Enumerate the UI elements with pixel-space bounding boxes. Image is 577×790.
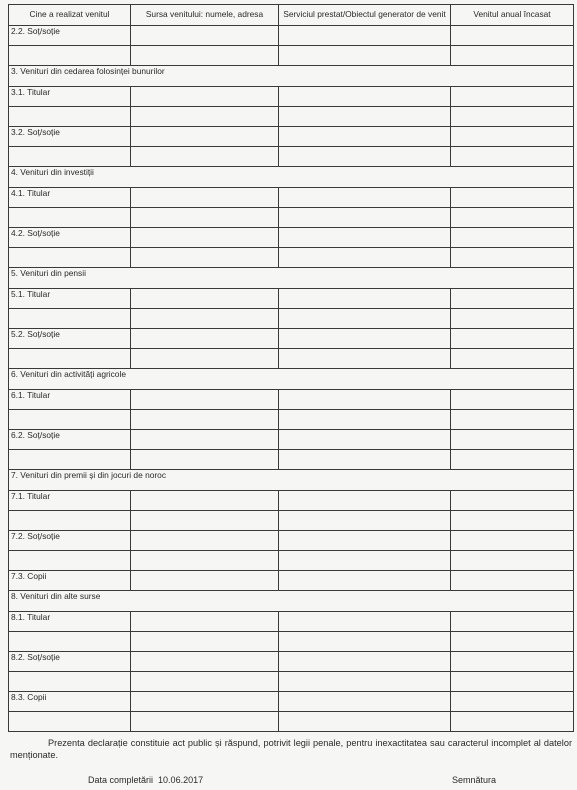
- section-title: 7. Venituri din premii și din jocuri de noroc: [9, 470, 574, 491]
- table-cell: [451, 571, 574, 591]
- table-cell: [451, 147, 574, 167]
- declaration-statement: Prezenta declarație constituie act public și răspund, potrivit legii penale, pentru inexactitatea sau caracterul incomplet al datelor menționate.: [10, 738, 572, 760]
- blank-row: [9, 248, 574, 268]
- table-cell: [451, 652, 574, 672]
- table-cell: [279, 46, 451, 66]
- header-annual-income: Venitul anual încasat: [451, 5, 574, 26]
- table-cell: [451, 491, 574, 511]
- blank-row: [9, 712, 574, 732]
- table-header-row: [9, 5, 574, 26]
- table-cell: [131, 410, 279, 430]
- table-cell: [131, 511, 279, 531]
- section-row: [9, 167, 574, 188]
- row-label: 7.1. Titular: [9, 491, 131, 511]
- table-cell: [131, 329, 279, 349]
- table-row: [9, 228, 574, 248]
- row-label: 6.1. Titular: [9, 390, 131, 410]
- table-cell: [131, 571, 279, 591]
- table-cell: [9, 309, 131, 329]
- table-cell: [451, 390, 574, 410]
- table-cell: [9, 208, 131, 228]
- table-cell: [279, 87, 451, 107]
- section-row: [9, 268, 574, 289]
- table-cell: [279, 147, 451, 167]
- table-cell: [9, 551, 131, 571]
- table-cell: [9, 147, 131, 167]
- income-table: [8, 4, 574, 732]
- table-row: [9, 430, 574, 450]
- table-cell: [131, 188, 279, 208]
- table-cell: [451, 107, 574, 127]
- table-cell: [279, 531, 451, 551]
- table-row: [9, 491, 574, 511]
- table-cell: [451, 450, 574, 470]
- table-cell: [451, 531, 574, 551]
- table-cell: [131, 87, 279, 107]
- section-title: 6. Venituri din activități agricole: [9, 369, 574, 390]
- table-row: [9, 692, 574, 712]
- table-body: [9, 26, 574, 732]
- table-row: [9, 188, 574, 208]
- blank-row: [9, 309, 574, 329]
- blank-row: [9, 450, 574, 470]
- section-title: 4. Venituri din investiții: [9, 167, 574, 188]
- table-cell: [9, 712, 131, 732]
- table-row: [9, 87, 574, 107]
- table-cell: [131, 248, 279, 268]
- table-cell: [279, 127, 451, 147]
- table-cell: [9, 410, 131, 430]
- blank-row: [9, 551, 574, 571]
- table-cell: [279, 491, 451, 511]
- row-label: 8.1. Titular: [9, 612, 131, 632]
- table-cell: [131, 612, 279, 632]
- table-cell: [451, 248, 574, 268]
- table-cell: [451, 127, 574, 147]
- table-cell: [279, 672, 451, 692]
- blank-row: [9, 147, 574, 167]
- section-title: 8. Venituri din alte surse: [9, 591, 574, 612]
- header-income-source: Sursa venitului: numele, adresa: [131, 5, 279, 26]
- table-row: [9, 612, 574, 632]
- date-value: 10.06.2017: [158, 775, 204, 785]
- table-cell: [451, 712, 574, 732]
- table-cell: [131, 208, 279, 228]
- table-cell: [9, 672, 131, 692]
- table-cell: [451, 46, 574, 66]
- table-cell: [451, 228, 574, 248]
- header-who-earned: Cine a realizat venitul: [9, 5, 131, 26]
- table-cell: [131, 26, 279, 46]
- table-cell: [451, 289, 574, 309]
- table-cell: [279, 390, 451, 410]
- table-cell: [279, 349, 451, 369]
- table-cell: [279, 632, 451, 652]
- blank-row: [9, 511, 574, 531]
- blank-row: [9, 208, 574, 228]
- section-row: [9, 591, 574, 612]
- section-title: 5. Venituri din pensii: [9, 268, 574, 289]
- table-row: [9, 127, 574, 147]
- table-cell: [279, 430, 451, 450]
- blank-row: [9, 672, 574, 692]
- table-cell: [279, 26, 451, 46]
- table-row: [9, 531, 574, 551]
- row-label: 8.3. Copii: [9, 692, 131, 712]
- table-cell: [279, 571, 451, 591]
- table-cell: [131, 289, 279, 309]
- table-cell: [451, 511, 574, 531]
- table-cell: [9, 632, 131, 652]
- blank-row: [9, 349, 574, 369]
- table-cell: [9, 107, 131, 127]
- table-cell: [9, 349, 131, 369]
- table-cell: [131, 692, 279, 712]
- table-cell: [451, 692, 574, 712]
- table-cell: [279, 309, 451, 329]
- table-cell: [131, 309, 279, 329]
- table-row: [9, 571, 574, 591]
- table-cell: [279, 228, 451, 248]
- table-cell: [131, 632, 279, 652]
- row-label: 2.2. Soț/soție: [9, 26, 131, 46]
- table-cell: [451, 672, 574, 692]
- table-cell: [131, 450, 279, 470]
- table-cell: [131, 672, 279, 692]
- table-row: [9, 390, 574, 410]
- table-cell: [451, 349, 574, 369]
- table-cell: [451, 632, 574, 652]
- row-label: 7.2. Soț/soție: [9, 531, 131, 551]
- row-label: 5.1. Titular: [9, 289, 131, 309]
- row-label: 4.2. Soț/soție: [9, 228, 131, 248]
- blank-row: [9, 46, 574, 66]
- table-cell: [131, 652, 279, 672]
- table-cell: [279, 450, 451, 470]
- table-cell: [131, 491, 279, 511]
- table-cell: [451, 309, 574, 329]
- table-cell: [279, 289, 451, 309]
- table-cell: [131, 228, 279, 248]
- table-cell: [451, 87, 574, 107]
- row-label: 8.2. Soț/soție: [9, 652, 131, 672]
- table-cell: [131, 349, 279, 369]
- section-title: 3. Venituri din cedarea folosinței bunurilor: [9, 66, 574, 87]
- section-row: [9, 66, 574, 87]
- table-cell: [279, 410, 451, 430]
- table-cell: [279, 511, 451, 531]
- table-cell: [451, 551, 574, 571]
- table-cell: [131, 147, 279, 167]
- table-cell: [279, 551, 451, 571]
- table-cell: [9, 46, 131, 66]
- table-cell: [131, 551, 279, 571]
- row-label: 5.2. Soț/soție: [9, 329, 131, 349]
- table-cell: [9, 248, 131, 268]
- table-cell: [279, 612, 451, 632]
- row-label: 3.1. Titular: [9, 87, 131, 107]
- table-cell: [131, 712, 279, 732]
- table-cell: [131, 430, 279, 450]
- row-label: 3.2. Soț/soție: [9, 127, 131, 147]
- table-cell: [279, 107, 451, 127]
- blank-row: [9, 410, 574, 430]
- table-cell: [451, 410, 574, 430]
- signature-label: Semnătura: [452, 775, 497, 785]
- table-cell: [451, 208, 574, 228]
- section-row: [9, 470, 574, 491]
- row-label: 4.1. Titular: [9, 188, 131, 208]
- table-cell: [279, 208, 451, 228]
- table-row: [9, 289, 574, 309]
- table-cell: [279, 712, 451, 732]
- table-cell: [451, 329, 574, 349]
- table-cell: [451, 188, 574, 208]
- section-row: [9, 369, 574, 390]
- table-cell: [9, 450, 131, 470]
- completion-date: [88, 775, 203, 785]
- table-cell: [131, 127, 279, 147]
- table-cell: [131, 531, 279, 551]
- blank-row: [9, 107, 574, 127]
- date-label: Data completării: [88, 775, 154, 785]
- table-row: [9, 26, 574, 46]
- table-cell: [131, 107, 279, 127]
- table-cell: [9, 511, 131, 531]
- table-cell: [279, 329, 451, 349]
- table-row: [9, 329, 574, 349]
- table-cell: [131, 46, 279, 66]
- table-cell: [451, 430, 574, 450]
- table-row: [9, 652, 574, 672]
- table-cell: [279, 248, 451, 268]
- row-label: 7.3. Copii: [9, 571, 131, 591]
- table-cell: [451, 26, 574, 46]
- table-cell: [279, 692, 451, 712]
- blank-row: [9, 632, 574, 652]
- table-cell: [451, 612, 574, 632]
- table-cell: [131, 390, 279, 410]
- row-label: 6.2. Soț/soție: [9, 430, 131, 450]
- table-cell: [279, 652, 451, 672]
- table-cell: [279, 188, 451, 208]
- header-service-provided: Serviciul prestat/Obiectul generator de venit: [279, 5, 451, 26]
